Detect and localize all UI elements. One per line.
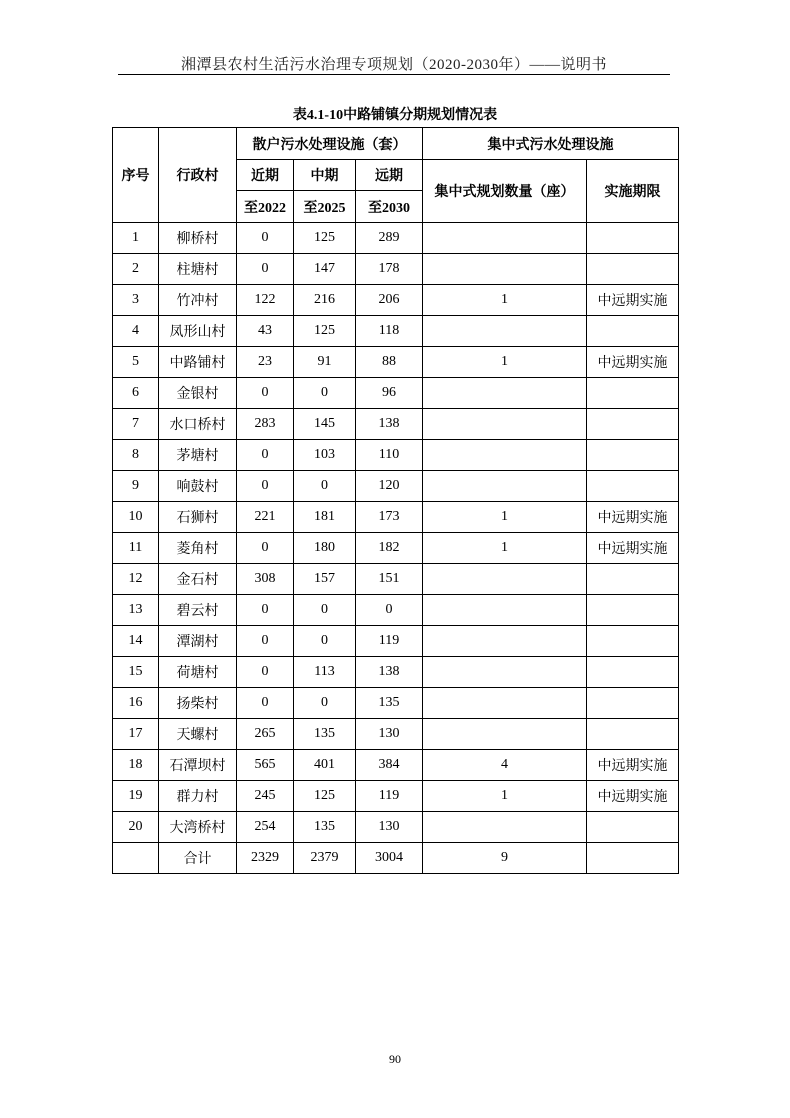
cell-village: 响鼓村 [159, 471, 237, 502]
cell-mid: 125 [294, 316, 356, 347]
cell-count [423, 626, 587, 657]
table-row [113, 657, 679, 688]
cell-period [587, 688, 679, 719]
cell-index: 7 [113, 409, 159, 440]
cell-index: 19 [113, 781, 159, 812]
cell-village: 菱角村 [159, 533, 237, 564]
header-long-term: 远期 [356, 160, 423, 191]
cell-near: 265 [237, 719, 294, 750]
cell-mid: 135 [294, 719, 356, 750]
table-row [113, 781, 679, 812]
cell-long: 384 [356, 750, 423, 781]
cell-index: 10 [113, 502, 159, 533]
cell-mid: 147 [294, 254, 356, 285]
cell-mid: 0 [294, 595, 356, 626]
cell-long: 88 [356, 347, 423, 378]
cell-count [423, 223, 587, 254]
cell-village: 潭湖村 [159, 626, 237, 657]
cell-near: 283 [237, 409, 294, 440]
table-row [113, 285, 679, 316]
cell-count [423, 688, 587, 719]
header-dispersed-group: 散户污水处理设施（套） [237, 128, 423, 160]
cell-index: 2 [113, 254, 159, 285]
header-mid-term-to: 至2025 [294, 191, 356, 223]
cell-near: 245 [237, 781, 294, 812]
cell-near: 0 [237, 626, 294, 657]
cell-mid: 401 [294, 750, 356, 781]
cell-mid: 0 [294, 471, 356, 502]
table-row [113, 223, 679, 254]
header-near-term-to: 至2022 [237, 191, 294, 223]
cell-near: 0 [237, 378, 294, 409]
cell-count [423, 440, 587, 471]
cell-index: 12 [113, 564, 159, 595]
cell-count: 1 [423, 781, 587, 812]
header-long-term-to: 至2030 [356, 191, 423, 223]
cell-mid: 103 [294, 440, 356, 471]
cell-near: 0 [237, 688, 294, 719]
cell-long: 0 [356, 595, 423, 626]
cell-near: 221 [237, 502, 294, 533]
cell-period: 中远期实施 [587, 781, 679, 812]
cell-village: 金石村 [159, 564, 237, 595]
cell-long: 120 [356, 471, 423, 502]
cell-index: 1 [113, 223, 159, 254]
cell-long: 130 [356, 719, 423, 750]
table-row [113, 502, 679, 533]
cell-count: 1 [423, 502, 587, 533]
cell-count: 1 [423, 533, 587, 564]
cell-period [587, 812, 679, 843]
cell-mid: 0 [294, 378, 356, 409]
cell-total-mid: 2379 [294, 843, 356, 874]
table-row [113, 347, 679, 378]
cell-village: 茅塘村 [159, 440, 237, 471]
cell-long: 138 [356, 657, 423, 688]
cell-village: 天螺村 [159, 719, 237, 750]
cell-index: 4 [113, 316, 159, 347]
table-row [113, 750, 679, 781]
header-index: 序号 [113, 128, 159, 223]
cell-village: 柳桥村 [159, 223, 237, 254]
cell-period [587, 254, 679, 285]
cell-period: 中远期实施 [587, 347, 679, 378]
cell-period: 中远期实施 [587, 285, 679, 316]
cell-near: 565 [237, 750, 294, 781]
cell-period [587, 626, 679, 657]
cell-long: 178 [356, 254, 423, 285]
cell-count [423, 254, 587, 285]
cell-village: 大湾桥村 [159, 812, 237, 843]
cell-long: 138 [356, 409, 423, 440]
cell-village: 中路铺村 [159, 347, 237, 378]
cell-total-label: 合计 [159, 843, 237, 874]
cell-village: 群力村 [159, 781, 237, 812]
header-centralized-count: 集中式规划数量（座） [423, 160, 587, 223]
cell-index: 5 [113, 347, 159, 378]
cell-index: 6 [113, 378, 159, 409]
cell-count [423, 564, 587, 595]
cell-long: 130 [356, 812, 423, 843]
cell-mid: 157 [294, 564, 356, 595]
cell-near: 0 [237, 595, 294, 626]
cell-total-count: 9 [423, 843, 587, 874]
table-row [113, 626, 679, 657]
header-village: 行政村 [159, 128, 237, 223]
table-row [113, 719, 679, 750]
table-row [113, 471, 679, 502]
cell-index: 15 [113, 657, 159, 688]
cell-long: 182 [356, 533, 423, 564]
cell-mid: 135 [294, 812, 356, 843]
table-row [113, 440, 679, 471]
cell-near: 0 [237, 471, 294, 502]
cell-near: 0 [237, 254, 294, 285]
header-centralized-group: 集中式污水处理设施 [423, 128, 679, 160]
page-number: 90 [389, 1052, 401, 1066]
cell-period [587, 378, 679, 409]
cell-mid: 113 [294, 657, 356, 688]
table-row [113, 688, 679, 719]
cell-count [423, 657, 587, 688]
cell-total-near: 2329 [237, 843, 294, 874]
cell-count: 4 [423, 750, 587, 781]
cell-mid: 181 [294, 502, 356, 533]
table-row [113, 812, 679, 843]
cell-village: 碧云村 [159, 595, 237, 626]
cell-village: 金银村 [159, 378, 237, 409]
cell-village: 扬柴村 [159, 688, 237, 719]
table-row [113, 316, 679, 347]
cell-period [587, 595, 679, 626]
cell-period [587, 719, 679, 750]
cell-index: 11 [113, 533, 159, 564]
table-row [113, 409, 679, 440]
cell-period [587, 440, 679, 471]
cell-period: 中远期实施 [587, 533, 679, 564]
cell-long: 135 [356, 688, 423, 719]
table-body [113, 223, 679, 874]
cell-mid: 125 [294, 781, 356, 812]
table-row [113, 533, 679, 564]
cell-mid: 145 [294, 409, 356, 440]
table-row [113, 564, 679, 595]
cell-index: 17 [113, 719, 159, 750]
cell-near: 0 [237, 223, 294, 254]
cell-long: 173 [356, 502, 423, 533]
cell-village: 柱塘村 [159, 254, 237, 285]
cell-count: 1 [423, 347, 587, 378]
cell-near: 122 [237, 285, 294, 316]
cell-index [113, 843, 159, 874]
cell-near: 308 [237, 564, 294, 595]
header-mid-term: 中期 [294, 160, 356, 191]
cell-count [423, 471, 587, 502]
cell-period [587, 316, 679, 347]
cell-long: 206 [356, 285, 423, 316]
cell-near: 0 [237, 533, 294, 564]
cell-index: 8 [113, 440, 159, 471]
table-total-row [113, 843, 679, 874]
cell-period [587, 471, 679, 502]
table-row [113, 595, 679, 626]
header-near-term: 近期 [237, 160, 294, 191]
cell-long: 110 [356, 440, 423, 471]
cell-village: 荷塘村 [159, 657, 237, 688]
cell-long: 119 [356, 626, 423, 657]
cell-period: 中远期实施 [587, 750, 679, 781]
cell-index: 14 [113, 626, 159, 657]
cell-count: 1 [423, 285, 587, 316]
cell-village: 石狮村 [159, 502, 237, 533]
cell-index: 20 [113, 812, 159, 843]
cell-index: 3 [113, 285, 159, 316]
cell-count [423, 378, 587, 409]
cell-village: 水口桥村 [159, 409, 237, 440]
cell-index: 16 [113, 688, 159, 719]
cell-count [423, 812, 587, 843]
cell-mid: 91 [294, 347, 356, 378]
cell-period [587, 657, 679, 688]
cell-index: 18 [113, 750, 159, 781]
cell-period [587, 409, 679, 440]
cell-long: 96 [356, 378, 423, 409]
cell-village: 凤形山村 [159, 316, 237, 347]
cell-count [423, 719, 587, 750]
cell-near: 0 [237, 440, 294, 471]
cell-village: 竹冲村 [159, 285, 237, 316]
cell-near: 254 [237, 812, 294, 843]
cell-long: 151 [356, 564, 423, 595]
cell-mid: 0 [294, 688, 356, 719]
cell-total-period [587, 843, 679, 874]
cell-village: 石潭坝村 [159, 750, 237, 781]
cell-total-long: 3004 [356, 843, 423, 874]
cell-long: 119 [356, 781, 423, 812]
cell-index: 9 [113, 471, 159, 502]
running-header-title: 湘潭县农村生活污水治理专项规划（2020-2030年）——说明书 [181, 57, 607, 73]
cell-near: 0 [237, 657, 294, 688]
cell-long: 118 [356, 316, 423, 347]
header-rule [118, 74, 670, 75]
cell-period: 中远期实施 [587, 502, 679, 533]
cell-long: 289 [356, 223, 423, 254]
cell-count [423, 595, 587, 626]
cell-count [423, 316, 587, 347]
cell-period [587, 564, 679, 595]
cell-mid: 216 [294, 285, 356, 316]
cell-index: 13 [113, 595, 159, 626]
table-caption: 表4.1-10中路铺镇分期规划情况表 [292, 108, 498, 123]
phased-plan-table [112, 127, 679, 874]
cell-mid: 125 [294, 223, 356, 254]
cell-mid: 180 [294, 533, 356, 564]
cell-near: 23 [237, 347, 294, 378]
cell-near: 43 [237, 316, 294, 347]
cell-count [423, 409, 587, 440]
table-row [113, 378, 679, 409]
table-row [113, 254, 679, 285]
cell-mid: 0 [294, 626, 356, 657]
cell-period [587, 223, 679, 254]
header-implementation-period: 实施期限 [587, 160, 679, 223]
